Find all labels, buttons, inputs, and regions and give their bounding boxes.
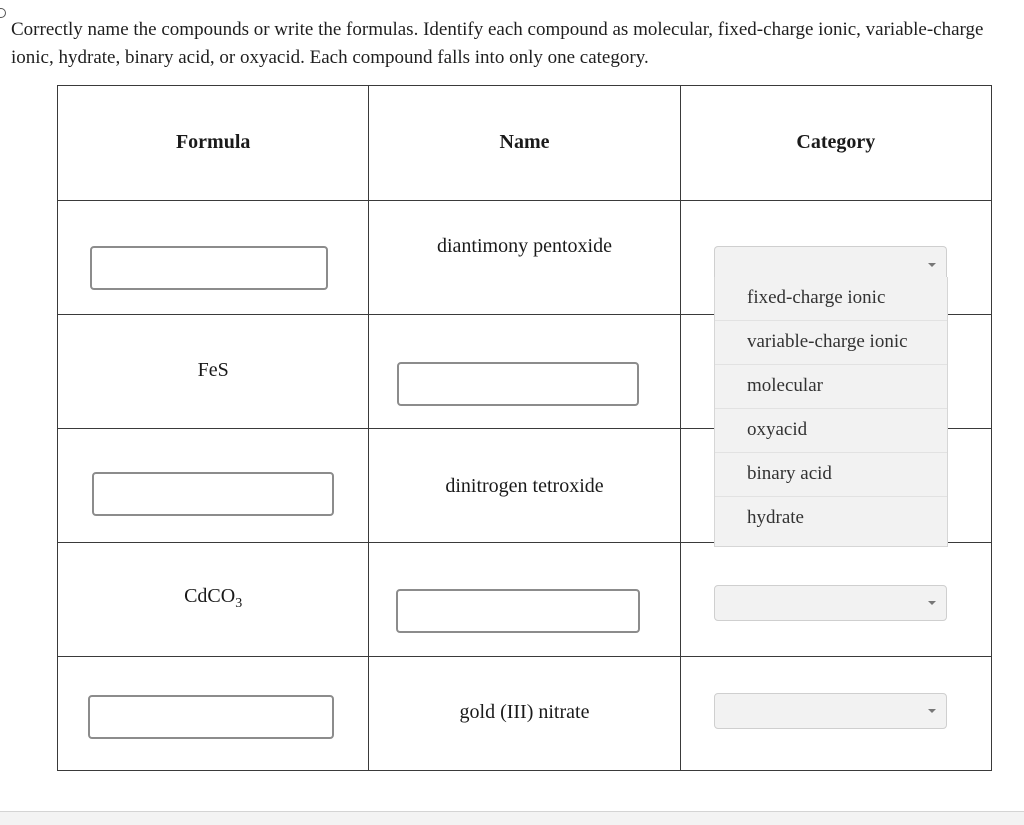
- header-category: Category: [680, 86, 991, 201]
- option-oxyacid[interactable]: oxyacid: [715, 409, 947, 453]
- formula-input[interactable]: [88, 695, 334, 739]
- chevron-down-icon: [928, 709, 936, 713]
- header-name: Name: [369, 86, 680, 201]
- compound-name: dinitrogen tetroxide: [445, 475, 604, 497]
- name-cell: [369, 657, 680, 771]
- name-cell: [369, 315, 680, 429]
- formula-subscript: 3: [235, 596, 243, 611]
- option-fixed-charge-ionic[interactable]: fixed-charge ionic: [715, 277, 947, 321]
- instructions-text: Correctly name the compounds or write the formulas. Identify each compound as molecular, fixed-charge ionic, variable-charge ionic, hydrate, binary acid, or oxyacid. Each compound falls into only one category.: [11, 19, 984, 68]
- header-formula: Formula: [58, 86, 369, 201]
- compound-name: gold (III) nitrate: [459, 701, 590, 723]
- table-row: [58, 543, 992, 657]
- name-input[interactable]: [396, 589, 640, 633]
- category-cell: [680, 543, 991, 657]
- option-binary-acid[interactable]: binary acid: [715, 453, 947, 497]
- compound-formula: [184, 585, 243, 611]
- chevron-down-icon: [928, 601, 936, 605]
- formula-cell: [58, 315, 369, 429]
- name-cell: [369, 201, 680, 315]
- category-select[interactable]: [714, 693, 947, 729]
- formula-cell: [58, 201, 369, 315]
- table-row: [58, 657, 992, 771]
- name-cell: [369, 429, 680, 543]
- option-hydrate[interactable]: hydrate: [747, 507, 804, 528]
- name-input[interactable]: [397, 362, 639, 406]
- formula-cell: [58, 657, 369, 771]
- formula-main: CdCO: [184, 585, 236, 607]
- compound-formula: FeS: [197, 359, 229, 381]
- category-cell: [680, 657, 991, 771]
- category-dropdown-menu: [714, 277, 948, 547]
- name-cell: [369, 543, 680, 657]
- chevron-down-icon: [928, 263, 936, 267]
- category-select[interactable]: [714, 585, 947, 621]
- formula-input[interactable]: [92, 472, 334, 516]
- table-header-row: [58, 86, 992, 201]
- option-molecular[interactable]: molecular: [715, 365, 947, 409]
- formula-cell: [58, 543, 369, 657]
- formula-cell: [58, 429, 369, 543]
- compound-name: diantimony pentoxide: [437, 235, 612, 257]
- radio-edge-icon: [0, 8, 6, 18]
- option-variable-charge-ionic[interactable]: variable-charge ionic: [715, 321, 947, 365]
- footer-bar: [0, 811, 1024, 825]
- formula-input[interactable]: [90, 246, 328, 290]
